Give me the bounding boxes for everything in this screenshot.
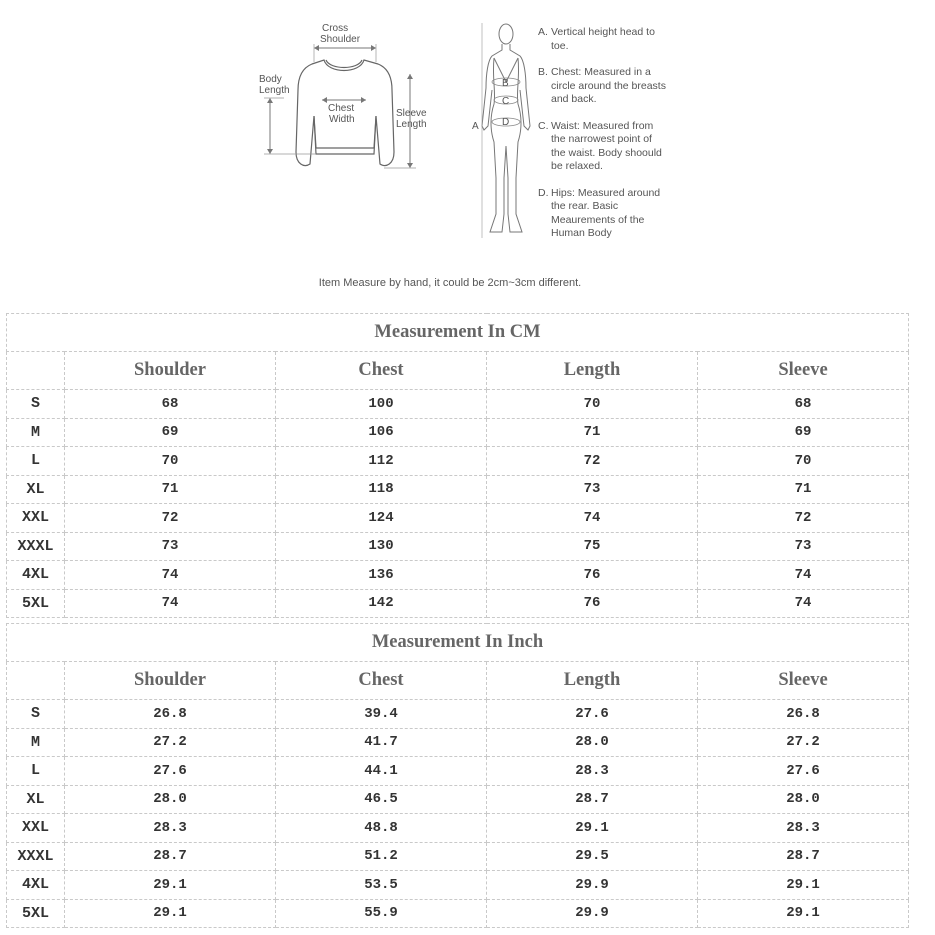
table-title: Measurement In Inch: [7, 624, 909, 662]
value-cell: 74: [487, 504, 698, 533]
table-row: [7, 504, 909, 533]
table-row: [7, 475, 909, 504]
size-cell: L: [7, 447, 65, 476]
value-cell: 27.6: [698, 757, 909, 786]
value-cell: 27.2: [65, 728, 276, 757]
marker-c: C: [502, 96, 510, 107]
value-cell: 142: [276, 589, 487, 618]
table-row: [7, 561, 909, 590]
value-cell: 72: [698, 504, 909, 533]
value-cell: 29.1: [698, 899, 909, 928]
column-header: Shoulder: [65, 662, 276, 700]
table-row: [7, 842, 909, 871]
table-row: [7, 728, 909, 757]
value-cell: 73: [698, 532, 909, 561]
value-cell: 28.7: [698, 842, 909, 871]
value-cell: 29.1: [65, 899, 276, 928]
value-cell: 130: [276, 532, 487, 561]
value-cell: 53.5: [276, 871, 487, 900]
cross-shoulder-label-1: Cross: [322, 23, 349, 34]
value-cell: 118: [276, 475, 487, 504]
size-cell: 5XL: [7, 589, 65, 618]
value-cell: 69: [65, 418, 276, 447]
value-cell: 26.8: [65, 700, 276, 729]
value-cell: 55.9: [276, 899, 487, 928]
note-letter: C.: [538, 119, 549, 132]
value-cell: 41.7: [276, 728, 487, 757]
table-row: [7, 785, 909, 814]
size-cell: 4XL: [7, 871, 65, 900]
value-cell: 51.2: [276, 842, 487, 871]
note-a: [538, 26, 668, 53]
measurement-notes: [538, 26, 668, 254]
chest-width-label-2: Width: [329, 114, 355, 125]
value-cell: 28.7: [65, 842, 276, 871]
chest-width-label-1: Chest: [328, 103, 355, 114]
table-row: [7, 899, 909, 928]
value-cell: 76: [487, 561, 698, 590]
sleeve-length-label-2: Length: [396, 119, 427, 130]
value-cell: 27.2: [698, 728, 909, 757]
note-d: [538, 187, 668, 241]
value-cell: 29.5: [487, 842, 698, 871]
value-cell: 70: [698, 447, 909, 476]
table-row: [7, 390, 909, 419]
value-cell: 70: [65, 447, 276, 476]
note-c: [538, 120, 668, 174]
value-cell: 28.3: [487, 757, 698, 786]
value-cell: 73: [487, 475, 698, 504]
body-length-label-2: Length: [259, 85, 290, 96]
value-cell: 100: [276, 390, 487, 419]
value-cell: 29.1: [698, 871, 909, 900]
table-row: [7, 447, 909, 476]
value-cell: 28.3: [698, 814, 909, 843]
size-cell: XXL: [7, 814, 65, 843]
size-cell: S: [7, 700, 65, 729]
value-cell: 136: [276, 561, 487, 590]
table-row: [7, 814, 909, 843]
corner-cell: [7, 662, 65, 700]
value-cell: 68: [698, 390, 909, 419]
size-cell: XXXL: [7, 532, 65, 561]
column-header: Chest: [276, 662, 487, 700]
size-cell: L: [7, 757, 65, 786]
value-cell: 39.4: [276, 700, 487, 729]
note-letter: D.: [538, 186, 549, 199]
note-letter: B.: [538, 66, 548, 78]
column-header: Sleeve: [698, 352, 909, 390]
value-cell: 72: [65, 504, 276, 533]
sleeve-length-label-1: Sleeve: [396, 108, 427, 119]
body-length-label-1: Body: [259, 74, 282, 85]
value-cell: 29.9: [487, 899, 698, 928]
size-cell: XXXL: [7, 842, 65, 871]
value-cell: 76: [487, 589, 698, 618]
note-b: [538, 66, 668, 107]
measurement-table-inch: [6, 623, 909, 928]
value-cell: 27.6: [65, 757, 276, 786]
value-cell: 27.6: [487, 700, 698, 729]
measure-disclaimer: Item Measure by hand, it could be 2cm~3cm different.: [318, 277, 582, 289]
size-cell: XXL: [7, 504, 65, 533]
value-cell: 124: [276, 504, 487, 533]
value-cell: 28.0: [487, 728, 698, 757]
table-row: [7, 418, 909, 447]
table-title: Measurement In CM: [7, 314, 909, 352]
garment-measurement-diagram: [254, 18, 434, 178]
value-cell: 106: [276, 418, 487, 447]
size-cell: 4XL: [7, 561, 65, 590]
column-header: Sleeve: [698, 662, 909, 700]
size-cell: XL: [7, 785, 65, 814]
column-header: Chest: [276, 352, 487, 390]
value-cell: 73: [65, 532, 276, 561]
size-cell: M: [7, 418, 65, 447]
value-cell: 28.0: [698, 785, 909, 814]
value-cell: 29.1: [65, 871, 276, 900]
cross-shoulder-label-2: Shoulder: [320, 34, 361, 45]
value-cell: 72: [487, 447, 698, 476]
marker-a: A: [472, 121, 479, 132]
column-header: Shoulder: [65, 352, 276, 390]
value-cell: 26.8: [698, 700, 909, 729]
value-cell: 28.3: [65, 814, 276, 843]
value-cell: 28.0: [65, 785, 276, 814]
value-cell: 71: [65, 475, 276, 504]
marker-d: D: [502, 117, 510, 128]
human-figure-icon: [482, 24, 530, 232]
table-row: [7, 871, 909, 900]
measurement-table-cm: [6, 313, 909, 618]
column-header: Length: [487, 662, 698, 700]
column-header: Length: [487, 352, 698, 390]
value-cell: 74: [65, 589, 276, 618]
value-cell: 71: [487, 418, 698, 447]
value-cell: 71: [698, 475, 909, 504]
table-row: [7, 757, 909, 786]
value-cell: 29.1: [487, 814, 698, 843]
corner-cell: [7, 352, 65, 390]
table-row: [7, 700, 909, 729]
table-row: [7, 532, 909, 561]
body-measurement-figure: [466, 18, 538, 250]
value-cell: 74: [698, 561, 909, 590]
size-cell: 5XL: [7, 899, 65, 928]
value-cell: 48.8: [276, 814, 487, 843]
table-row: [7, 589, 909, 618]
value-cell: 29.9: [487, 871, 698, 900]
value-cell: 68: [65, 390, 276, 419]
value-cell: 69: [698, 418, 909, 447]
value-cell: 112: [276, 447, 487, 476]
value-cell: 70: [487, 390, 698, 419]
size-cell: S: [7, 390, 65, 419]
value-cell: 28.7: [487, 785, 698, 814]
size-cell: M: [7, 728, 65, 757]
note-text: Vertical height head to toe.: [551, 26, 655, 52]
size-cell: XL: [7, 475, 65, 504]
note-letter: A.: [538, 26, 548, 38]
value-cell: 74: [65, 561, 276, 590]
value-cell: 46.5: [276, 785, 487, 814]
value-cell: 74: [698, 589, 909, 618]
value-cell: 44.1: [276, 757, 487, 786]
note-text: Waist: Measured from the narrowest point of the waist. Body shoould be relaxed.: [551, 119, 662, 172]
value-cell: 75: [487, 532, 698, 561]
marker-b: B: [502, 78, 509, 89]
note-text: Chest: Measured in a circle around the breasts and back.: [551, 66, 666, 105]
note-text: Hips: Measured around the rear. Basic Meaurements of the Human Body: [551, 186, 661, 239]
